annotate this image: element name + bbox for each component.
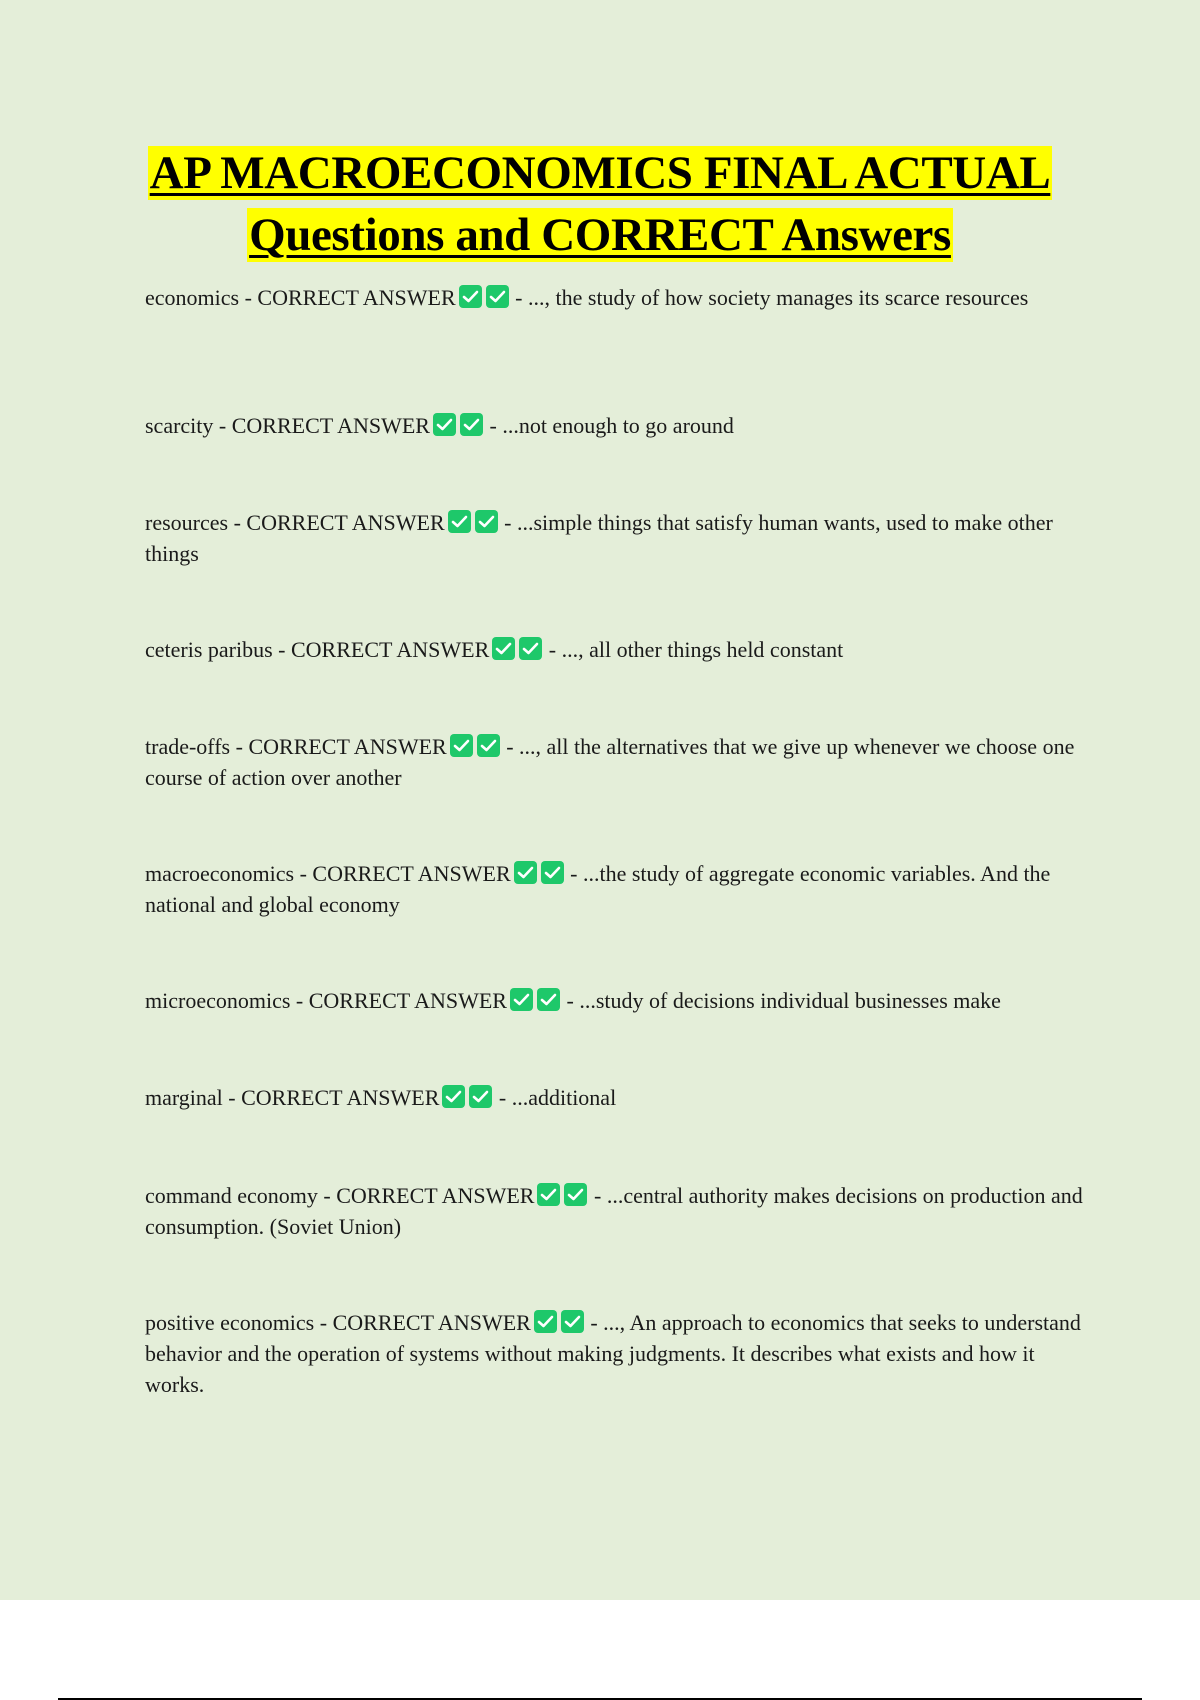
entry-term: economics [145,285,240,310]
entry-definition: ...simple things that satisfy human wants, used to make other things [145,510,1053,566]
entry-separator: - [584,1310,604,1335]
qa-entry [145,985,1095,1016]
green-checkbox-icon [561,1310,584,1333]
entry-separator: - [509,285,528,310]
green-checkbox-icon [442,1085,465,1108]
green-checkbox-icon [486,285,509,308]
entry-separator: - [483,413,503,438]
entry-definition: ...the study of aggregate economic variables. And the national and global economy [145,861,1051,917]
entry-definition: ...not enough to go around [502,413,734,438]
green-checkbox-icon [448,510,471,533]
entry-term: microeconomics [145,988,291,1013]
title-line-2: Questions and CORRECT Answers [249,209,951,261]
green-checkbox-icon [537,988,560,1011]
qa-entry [145,858,1095,920]
green-checkbox-icon [537,1183,560,1206]
qa-entry [145,634,1095,665]
entry-separator: - [588,1183,607,1208]
entry-separator: - [294,861,313,886]
green-checkbox-icon [514,861,537,884]
green-checkbox-icon [460,413,483,436]
green-checkbox-icon [510,988,533,1011]
entry-term: command economy [145,1183,318,1208]
correct-answer-label: CORRECT ANSWER [241,1085,440,1110]
entry-separator: - [213,413,232,438]
entry-definition: ...central authority makes decisions on production and consumption. (Soviet Union) [145,1183,1083,1239]
correct-answer-label: CORRECT ANSWER [246,510,445,535]
qa-entry [145,282,1095,313]
entry-separator: - [228,510,247,535]
green-checkbox-icon [469,1085,492,1108]
entry-separator: - [230,734,249,759]
correct-answer-label: CORRECT ANSWER [248,734,447,759]
entry-separator: - [317,1183,337,1208]
entry-separator: - [290,988,309,1013]
correct-answer-label: CORRECT ANSWER [308,988,507,1013]
correct-answer-label: CORRECT ANSWER [231,413,430,438]
entry-definition: ..., the study of how society manages its scarce resources [528,285,1029,310]
entry-term: resources [145,510,229,535]
entry-separator: - [560,988,580,1013]
qa-entry [145,1082,1095,1113]
correct-answer-label: CORRECT ANSWER [312,861,511,886]
correct-answer-label: CORRECT ANSWER [332,1310,531,1335]
green-checkbox-icon [534,1310,557,1333]
entry-definition: ..., all the alternatives that we give up whenever we choose one course of action over another [145,734,1075,790]
entry-definition: ...additional [511,1085,617,1110]
entry-separator: - [498,510,517,535]
document-title [0,146,1200,270]
qa-entry [145,507,1095,569]
entry-separator: - [493,1085,512,1110]
entry-separator: - [222,1085,242,1110]
green-checkbox-icon [450,734,473,757]
green-checkbox-icon [564,1183,587,1206]
entry-separator: - [564,861,583,886]
entry-term: macroeconomics [145,861,295,886]
green-checkbox-icon [477,734,500,757]
qa-entry [145,410,1095,441]
entry-term: marginal [145,1085,223,1110]
entry-separator: - [239,285,258,310]
entry-separator: - [543,637,562,662]
correct-answer-label: CORRECT ANSWER [291,637,490,662]
green-checkbox-icon [519,637,542,660]
qa-entry [145,1180,1095,1242]
green-checkbox-icon [475,510,498,533]
entry-separator: - [500,734,520,759]
correct-answer-label: CORRECT ANSWER [336,1183,535,1208]
entry-separator: - [314,1310,333,1335]
entry-term: scarcity [145,413,214,438]
entry-term: ceteris paribus [145,637,273,662]
entry-definition: ...study of decisions individual businesses make [579,988,1001,1013]
entry-separator: - [272,637,291,662]
title-line-1: AP MACROECONOMICS FINAL ACTUAL [149,147,1051,199]
green-checkbox-icon [459,285,482,308]
green-checkbox-icon [433,413,456,436]
entry-definition: ..., all other things held constant [561,637,844,662]
green-checkbox-icon [541,861,564,884]
qa-entry [145,731,1095,793]
correct-answer-label: CORRECT ANSWER [257,285,456,310]
green-checkbox-icon [492,637,515,660]
qa-entry [145,1307,1095,1400]
entry-term: trade-offs [145,734,231,759]
entry-term: positive economics [145,1310,315,1335]
entry-definition: ..., An approach to economics that seeks to understand behavior and the operation of systems without making judgments. It describes what exists and how it works. [145,1310,1081,1397]
